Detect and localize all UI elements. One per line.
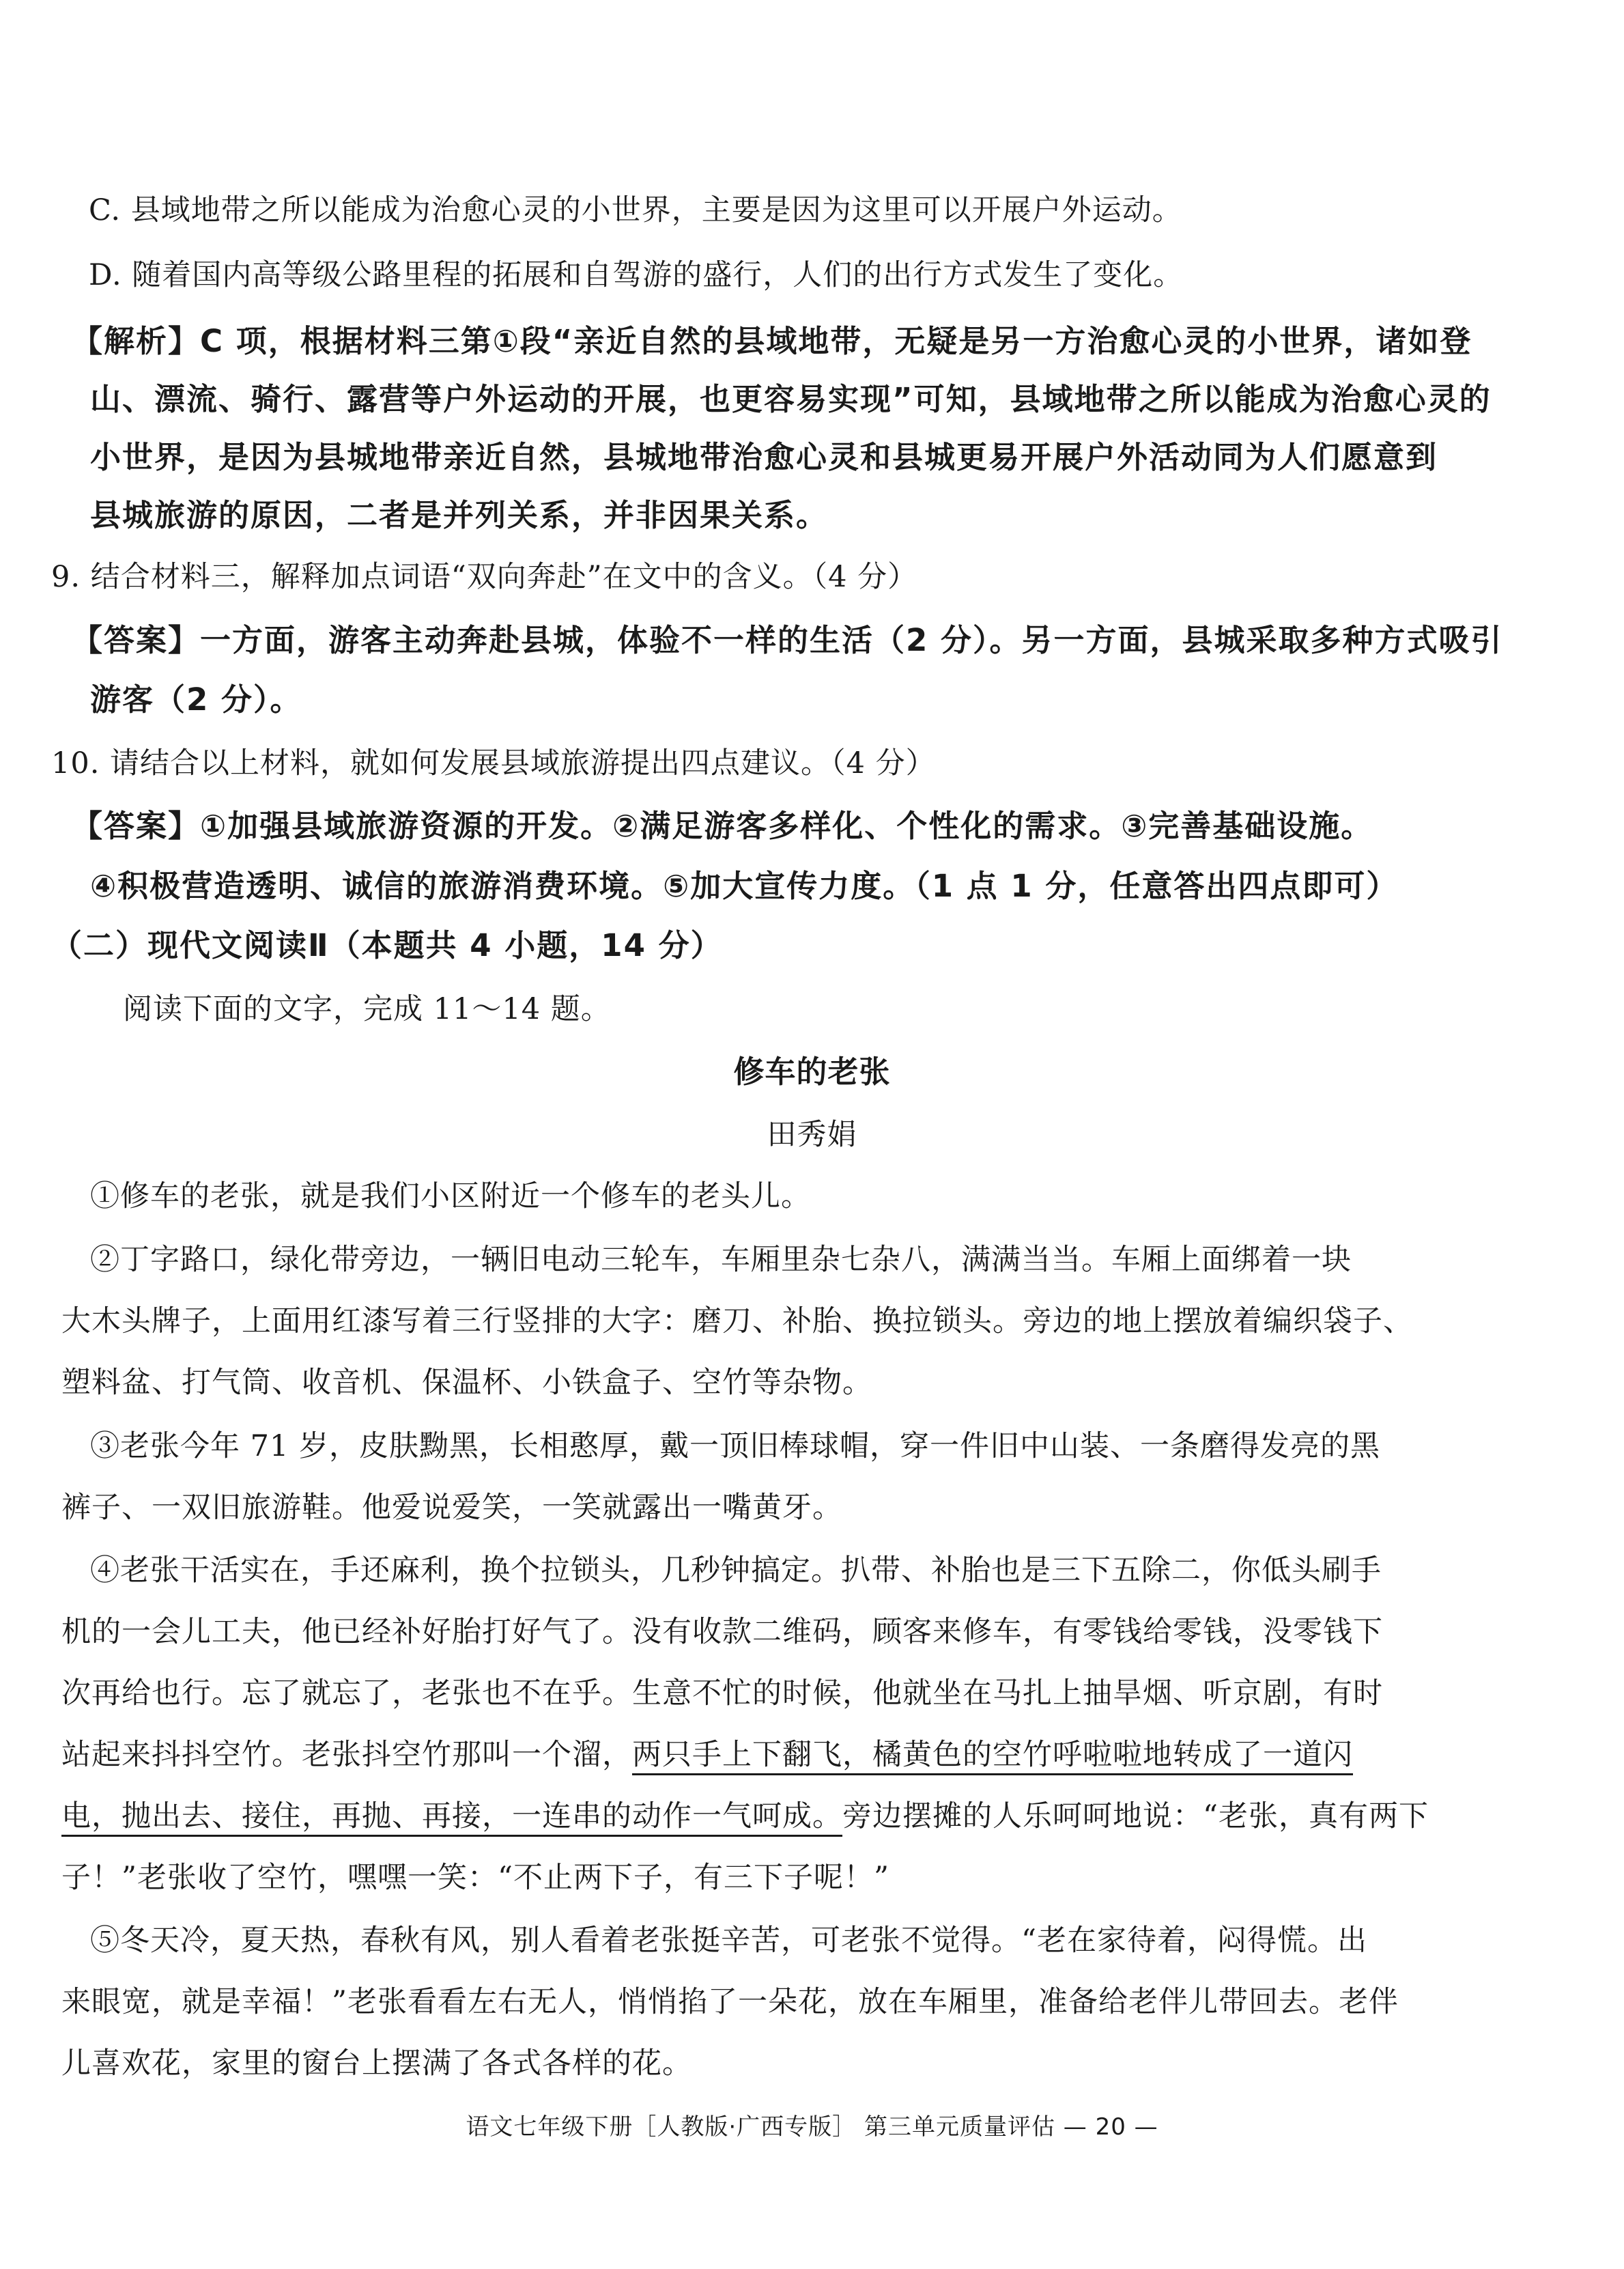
underlined-sentence: 两只手上下翻飞，橘黄色的空竹呼啦啦地转成了一道闪 bbox=[632, 1738, 1353, 1775]
underlined-sentence: 电，抛出去、接住，再抛、再接，一连串的动作一气呵成。 bbox=[61, 1799, 842, 1837]
paragraph-5-line: 来眼宽，就是幸福！”老张看看左右无人，悄悄掐了一朵花，放在车厢里，准备给老伴儿带回去。老伴 bbox=[61, 1985, 1399, 2019]
paragraph-5-line: 儿喜欢花，家里的窗台上摆满了各式各样的花。 bbox=[61, 2046, 692, 2081]
question-10: 10. 请结合以上材料，就如何发展县域旅游提出四点建议。（4 分） bbox=[51, 746, 936, 780]
section-instruction: 阅读下面的文字，完成 11～14 题。 bbox=[123, 992, 611, 1026]
answer-9-line: 【答案】一方面，游客主动奔赴县城，体验不一样的生活（2 分）。另一方面，县城采取多种方式吸引 bbox=[72, 622, 1503, 658]
analysis-line: 山、漂流、骑行、露营等户外运动的开展，也更容易实现”可知，县域地带之所以能成为治愈心灵的 bbox=[90, 381, 1492, 417]
paragraph-2-line: ②丁字路口，绿化带旁边，一辆旧电动三轮车，车厢里杂七杂八，满满当当。车厢上面绑着一块 bbox=[90, 1243, 1352, 1277]
section-heading: （二）现代文阅读Ⅱ（本题共 4 小题，14 分） bbox=[51, 927, 723, 963]
paragraph-2-line: 大木头牌子，上面用红漆写着三行竖排的大字：磨刀、补胎、换拉锁头。旁边的地上摆放着编织袋子、 bbox=[61, 1304, 1413, 1338]
paragraph-3-line: ③老张今年 71 岁，皮肤黝黑，长相憨厚，戴一顶旧棒球帽，穿一件旧中山装、一条磨得发亮的黑 bbox=[90, 1429, 1381, 1463]
paragraph-4-line: 子！”老张收了空竹，嘿嘿一笑：“不止两下子，有三下子呢！” bbox=[61, 1861, 889, 1895]
option-c: C. 县域地带之所以能成为治愈心灵的小世界，主要是因为这里可以开展户外运动。 bbox=[89, 193, 1182, 227]
paragraph-4-text: 旁边摆摊的人乐呵呵地说：“老张，真有两下 bbox=[842, 1799, 1429, 1833]
paragraph-1: ①修车的老张，就是我们小区附近一个修车的老头儿。 bbox=[90, 1179, 811, 1213]
question-9: 9. 结合材料三，解释加点词语“双向奔赴”在文中的含义。（4 分） bbox=[51, 560, 918, 594]
paragraph-4-text: 站起来抖抖空竹。老张抖空竹那叫一个溜， bbox=[61, 1738, 632, 1772]
article-title: 修车的老张 bbox=[733, 1054, 891, 1090]
analysis-line: 小世界，是因为县城地带亲近自然，县城地带治愈心灵和县城更易开展户外活动同为人们愿意到 bbox=[90, 439, 1438, 475]
page-footer: 语文七年级下册［人教版·广西专版］ 第三单元质量评估 — 20 — bbox=[466, 2113, 1158, 2141]
paragraph-3-line: 裤子、一双旧旅游鞋。他爱说爱笑，一笑就露出一嘴黄牙。 bbox=[61, 1491, 842, 1525]
paragraph-4-line bbox=[61, 1796, 1429, 1837]
paragraph-4-line: 机的一会儿工夫，他已经补好胎打好气了。没有收款二维码，顾客来修车，有零钱给零钱，没零钱下 bbox=[61, 1615, 1383, 1649]
paragraph-4-line: ④老张干活实在，手还麻利，换个拉锁头，几秒钟搞定。扒带、补胎也是三下五除二，你低头刷手 bbox=[90, 1553, 1382, 1588]
answer-10-line: ④积极营造透明、诚信的旅游消费环境。⑤加大宣传力度。（1 点 1 分，任意答出四点即可） bbox=[90, 868, 1399, 904]
paragraph-4-line bbox=[61, 1734, 1353, 1775]
article-author: 田秀娟 bbox=[767, 1118, 857, 1152]
answer-10-line: 【答案】①加强县域旅游资源的开发。②满足游客多样化、个性化的需求。③完善基础设施。 bbox=[72, 808, 1373, 844]
analysis-line: 县城旅游的原因，二者是并列关系，并非因果关系。 bbox=[90, 497, 829, 533]
option-d: D. 随着国内高等级公路里程的拓展和自驾游的盛行，人们的出行方式发生了变化。 bbox=[89, 258, 1184, 292]
paragraph-2-line: 塑料盆、打气筒、收音机、保温杯、小铁盒子、空竹等杂物。 bbox=[61, 1366, 872, 1400]
paragraph-5-line: ⑤冬天冷，夏天热，春秋有风，别人看着老张挺辛苦，可老张不觉得。“老在家待着，闷得慌。出 bbox=[90, 1923, 1367, 1958]
answer-9-line: 游客（2 分）。 bbox=[90, 681, 302, 718]
analysis-line: 【解析】C 项，根据材料三第①段“亲近自然的县域地带，无疑是另一方治愈心灵的小世界，诸如登 bbox=[72, 323, 1472, 359]
paragraph-4-line: 次再给也行。忘了就忘了，老张也不在乎。生意不忙的时候，他就坐在马扎上抽旱烟、听京剧，有时 bbox=[61, 1676, 1383, 1710]
